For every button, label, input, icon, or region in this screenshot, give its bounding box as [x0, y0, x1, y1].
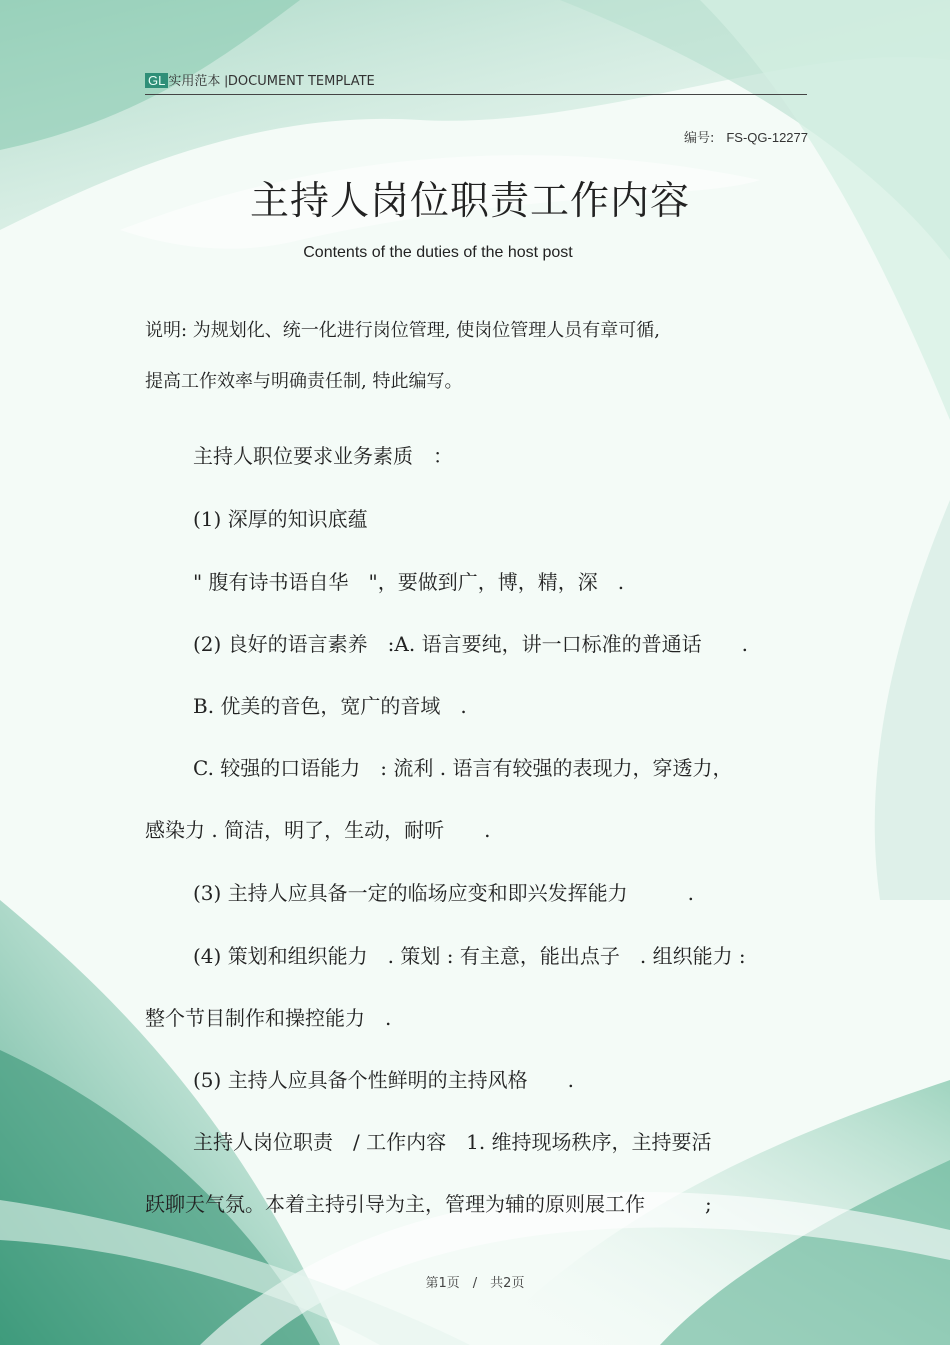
- body-line: 整个节目制作和操控能力 .: [145, 1006, 392, 1030]
- body-line: C. 较强的口语能力 : 流利 . 语言有较强的表现力，穿透力，: [193, 756, 733, 780]
- intro-line: 提高工作效率与明确责任制, 特此编写。: [145, 371, 463, 392]
- body-line: 主持人职位要求业务素质 ：: [193, 444, 453, 468]
- header-template: DOCUMENT TEMPLATE: [227, 74, 375, 89]
- body-line: 感染力 . 简洁，明了，生动，耐听 .: [145, 818, 491, 842]
- body-line: B. 优美的音色，宽广的音域 .: [193, 694, 467, 718]
- page-subtitle: Contents of the duties of the host post: [303, 244, 573, 261]
- gl-badge: GL: [145, 73, 168, 88]
- page-title: 主持人岗位职责工作内容: [249, 179, 690, 224]
- body-line: " 腹有诗书语自华 "，要做到广，博，精，深 .: [193, 570, 625, 594]
- page-footer: 第1页 / 共2页: [425, 1276, 525, 1291]
- body-line: 跃聊天气氛。本着主持引导为主，管理为辅的原则展工作 ;: [145, 1192, 712, 1216]
- body-line: 主持人岗位职责 / 工作内容 1. 维持现场秩序，主持要活: [193, 1130, 712, 1154]
- body-line: (5) 主持人应具备个性鲜明的主持风格 .: [193, 1068, 575, 1092]
- document-header: [145, 70, 807, 95]
- body-line: (1) 深厚的知识底蕴: [193, 507, 368, 531]
- header-label: 实用范本: [168, 74, 221, 89]
- body-line: (3) 主持人应具备一定的临场应变和即兴发挥能力 .: [193, 881, 695, 905]
- header-separator: |: [224, 73, 228, 88]
- doc-number-code: FS-QG-12277: [726, 130, 808, 145]
- body-line: (4) 策划和组织能力 . 策划 : 有主意，能出点子 . 组织能力 :: [193, 944, 746, 968]
- document-number: [684, 127, 808, 146]
- doc-number-label: 编号:: [683, 131, 715, 146]
- intro-line: 说明: 为规划化、统一化进行岗位管理, 使岗位管理人员有章可循,: [145, 320, 660, 341]
- body-line: (2) 良好的语言素养 :A. 语言要纯，讲一口标准的普通话 .: [193, 632, 748, 656]
